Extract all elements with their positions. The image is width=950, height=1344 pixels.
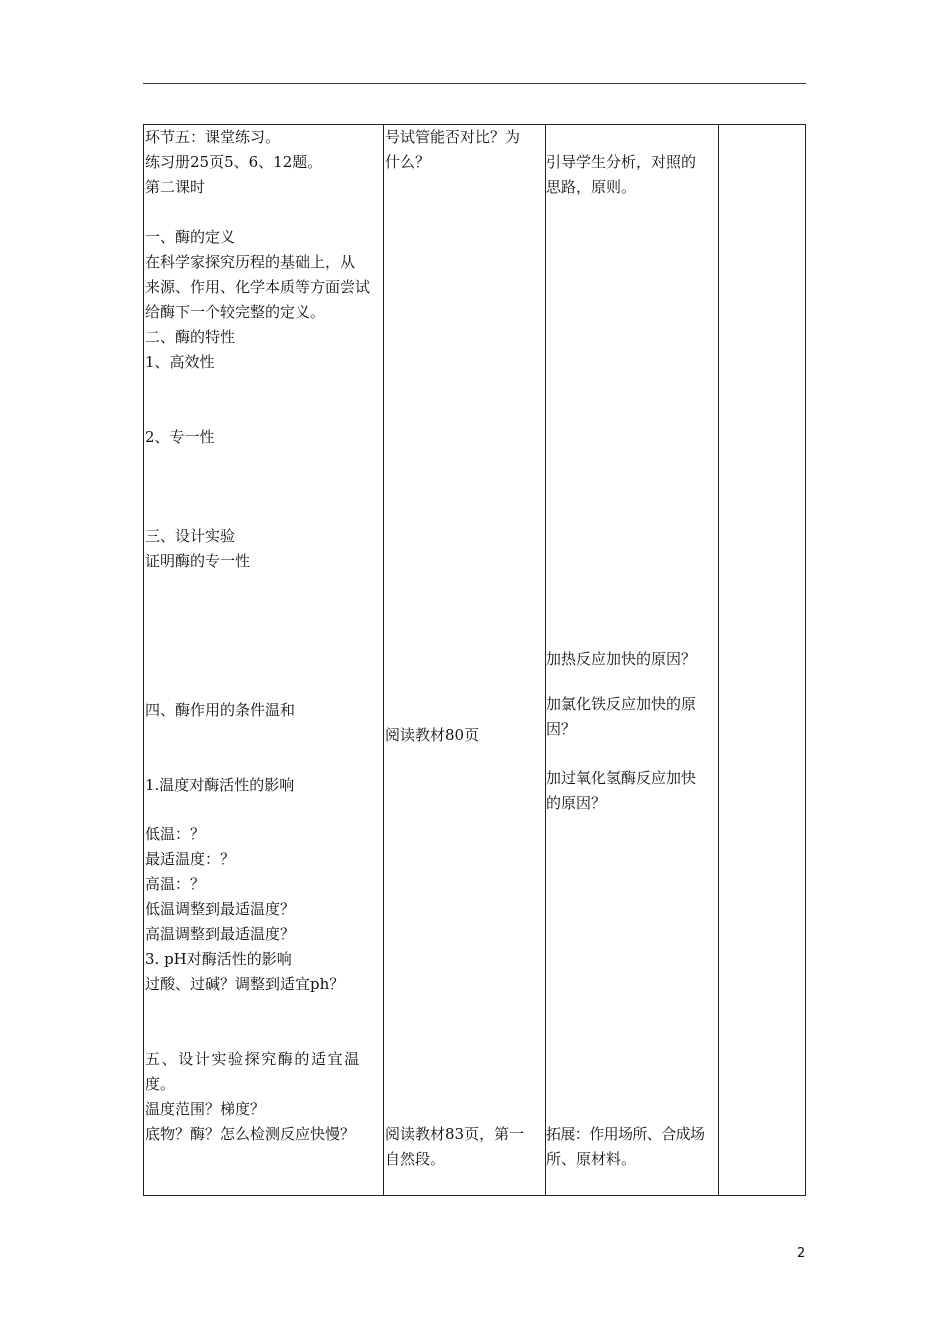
text-line: 号试管能否对比？为	[385, 128, 521, 146]
text-line: 环节五：课堂练习。	[145, 128, 281, 146]
text-line: 加热反应加快的原因？	[546, 650, 697, 668]
text-line: 加过氧化氢酶反应加快	[546, 769, 697, 787]
text-line: 2、专一性	[145, 428, 215, 446]
section-heading: 二、酶的特性	[145, 328, 236, 346]
text-line: 高温：？	[145, 875, 206, 893]
text-line: 1.温度对酶活性的影响	[145, 776, 295, 794]
column-divider-3	[718, 125, 719, 1195]
text-line: 给酶下一个较完整的定义。	[145, 303, 326, 321]
text-line: 思路，原则。	[546, 178, 637, 196]
section-heading: 一、酶的定义	[145, 228, 236, 246]
text-line: 加氯化铁反应加快的原	[546, 695, 697, 713]
text-line: 拓展：作用场所、合成场	[546, 1125, 705, 1143]
text-line: 过酸、过碱？调整到适宜ph？	[145, 975, 345, 993]
text-line: 高温调整到最适温度？	[145, 925, 296, 943]
text-line: 练习册25页5、6、12题。	[145, 153, 323, 171]
text-line: 低温：？	[145, 825, 206, 843]
text-line: 温度范围？梯度？	[145, 1100, 266, 1118]
text-line: 底物？酶？怎么检测反应快慢？	[145, 1125, 356, 1143]
text-line: 阅读教材80页	[385, 726, 480, 744]
text-line: 证明酶的专一性	[145, 552, 251, 570]
column-divider-1	[383, 125, 384, 1195]
section-heading: 五、设计实验探究酶的适宜温	[145, 1050, 361, 1068]
text-line: 度。	[145, 1075, 176, 1093]
text-line: 所、原材料。	[546, 1150, 637, 1168]
text-line: 在科学家探究历程的基础上，从	[145, 253, 356, 271]
text-line: 低温调整到最适温度？	[145, 900, 296, 918]
section-heading: 四、酶作用的条件温和	[145, 701, 296, 719]
text-line: 最适温度：？	[145, 850, 236, 868]
page-number: 2	[797, 1246, 806, 1261]
text-line: 自然段。	[385, 1150, 446, 1168]
text-line: 的原因？	[546, 794, 607, 812]
text-line: 什么？	[385, 153, 431, 171]
text-line: 阅读教材83页，第一	[385, 1125, 525, 1143]
text-line: 第二课时	[145, 178, 206, 196]
text-line: 3. pH对酶活性的影响	[145, 950, 292, 968]
text-line: 引导学生分析，对照的	[546, 153, 697, 171]
header-rule	[143, 83, 806, 84]
text-line: 1、高效性	[145, 353, 215, 371]
text-line: 因？	[546, 720, 577, 738]
section-heading: 三、设计实验	[145, 527, 236, 545]
text-line: 来源、作用、化学本质等方面尝试	[145, 278, 371, 296]
